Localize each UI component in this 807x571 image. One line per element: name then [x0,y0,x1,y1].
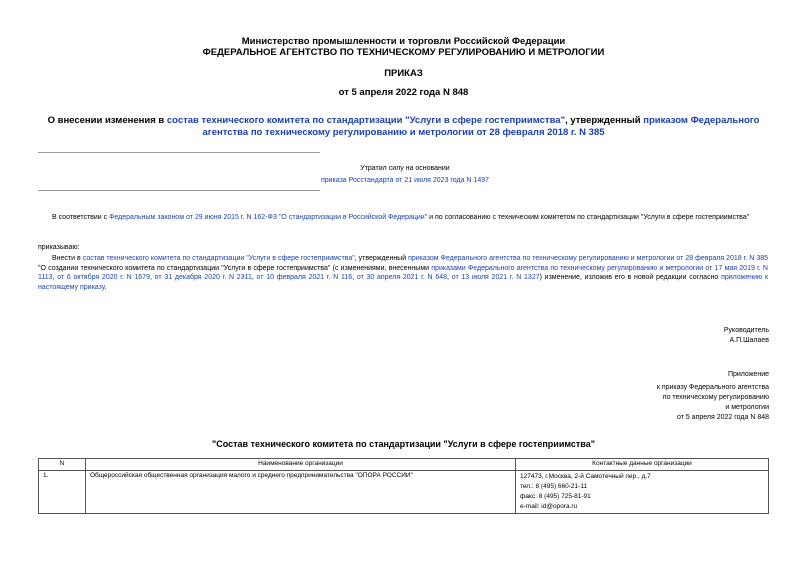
contact-address: 127473, г.Москва, 2-й Самотечный пер., д.7 [520,473,651,480]
appendix-line: к приказу Федерального агентства [656,384,769,391]
title-text: О внесении изменения в [47,115,167,126]
status-note-link[interactable]: приказа Росстандарта от 21 июля 2023 года N 1497 [320,177,490,184]
title-text: , утвержденный [565,115,644,126]
text: Внести в [52,255,83,262]
text: ) изменение, изложив его в новой редакции согласно [539,274,722,281]
organization-name: Общероссийская общественная организация малого и среднего предпринимательства "ОПОРА РОССИИ" [86,471,516,514]
order-1113-link[interactable]: приказами Федерального агентства по техническому регулированию и метрологии от 17 мая 2019 г. N 1113 [38,264,768,281]
order-648-link[interactable]: от 30 апреля 2021 г. N 648 [356,274,448,281]
column-header: Наименование организации [86,459,516,471]
row-number: 1. [39,471,86,514]
text: "О создании технического комитета по стандартизации "Услуги в сфере гостеприимства" (с изменениями, внесенными [38,264,432,272]
order-paragraph [38,254,768,292]
text: . [104,283,107,291]
contact-phone: тел.: 8 (495) 660-21-11 [520,483,588,490]
appendix-line: от 5 апреля 2022 года N 848 [676,414,769,421]
status-note [300,163,510,187]
law-link[interactable]: Федеральным законом от 29 июня 2015 г. N 162-ФЗ "О стандартизации в Российской Федерации" [109,214,428,221]
column-header: N [39,459,86,471]
title-link-committee[interactable]: состав технического комитета по стандартизации "Услуги в сфере гостеприимства" [166,115,566,126]
text: , [447,274,452,281]
text: , [251,274,257,281]
order-1679-link[interactable]: от 6 октября 2020 г. N 1679 [57,274,150,281]
agency-heading: ФЕДЕРАЛЬНОЕ АГЕНТСТВО ПО ТЕХНИЧЕСКОМУ РЕГУЛИРОВАНИЮ И МЕТРОЛОГИИ [202,47,605,58]
appendix-line: по техническому регулированию [662,394,769,401]
text: В соответствии с [52,214,110,221]
appendix-line: и метрологии [725,404,769,411]
committee-table [38,458,769,514]
order-2311-link[interactable]: от 31 декабря 2020 г. N 2311 [154,274,252,281]
order-385-link[interactable]: приказом Федерального агентства по техническому регулированию и метрологии от 28 февраля 2018 г. N 385 [408,255,769,262]
document-date: от 5 апреля 2022 года N 848 [338,87,469,98]
appendix-block [657,370,769,423]
divider-bottom [38,190,320,191]
signature-role: Руководитель [723,327,769,334]
signature-name: А.П.Шалаев [729,337,769,344]
document-title [30,115,777,139]
order-word: приказываю: [38,244,80,251]
text: , [52,274,58,281]
document-type: ПРИКАЗ [384,68,423,79]
text: и по согласованию с техническим комитетом по стандартизации "Услуги в сфере гостеприимства" [427,214,750,221]
table-header-row [39,459,769,471]
text: , [352,274,357,281]
signature-block [724,326,769,346]
appendix-link[interactable]: приложению к настоящему приказу [38,274,769,291]
appendix-label: Приложение [727,371,769,378]
title-link-order[interactable]: приказом Федерального агентства по техническому регулированию и метрологии от 28 февраля 2018 г. N 385 [202,115,760,138]
organization-contacts [516,471,769,514]
divider-top [38,152,320,153]
preamble-paragraph [38,213,768,223]
status-note-text: Утратил силу на основании [360,165,450,172]
text: , [149,274,155,281]
table-title: "Состав технического комитета по стандартизации "Услуги в сфере гостеприимства" [211,439,595,449]
contact-email: e-mail: id@opora.ru [520,503,578,510]
order-116-link[interactable]: от 10 февраля 2021 г. N 116 [256,274,353,281]
committee-link[interactable]: состав технического комитета по стандартизации "Услуги в сфере гостеприимства" [82,255,355,262]
contact-fax: факс: 8 (495) 725-81-91 [520,493,591,500]
text: , утвержденный [354,255,409,262]
table-row [39,471,769,514]
column-header: Контактные данные организации [516,459,769,471]
ministry-heading: Министерство промышленности и торговли Российской Федерации [241,36,566,47]
order-1327-link[interactable]: от 13 июля 2021 г. N 1327 [451,274,540,281]
